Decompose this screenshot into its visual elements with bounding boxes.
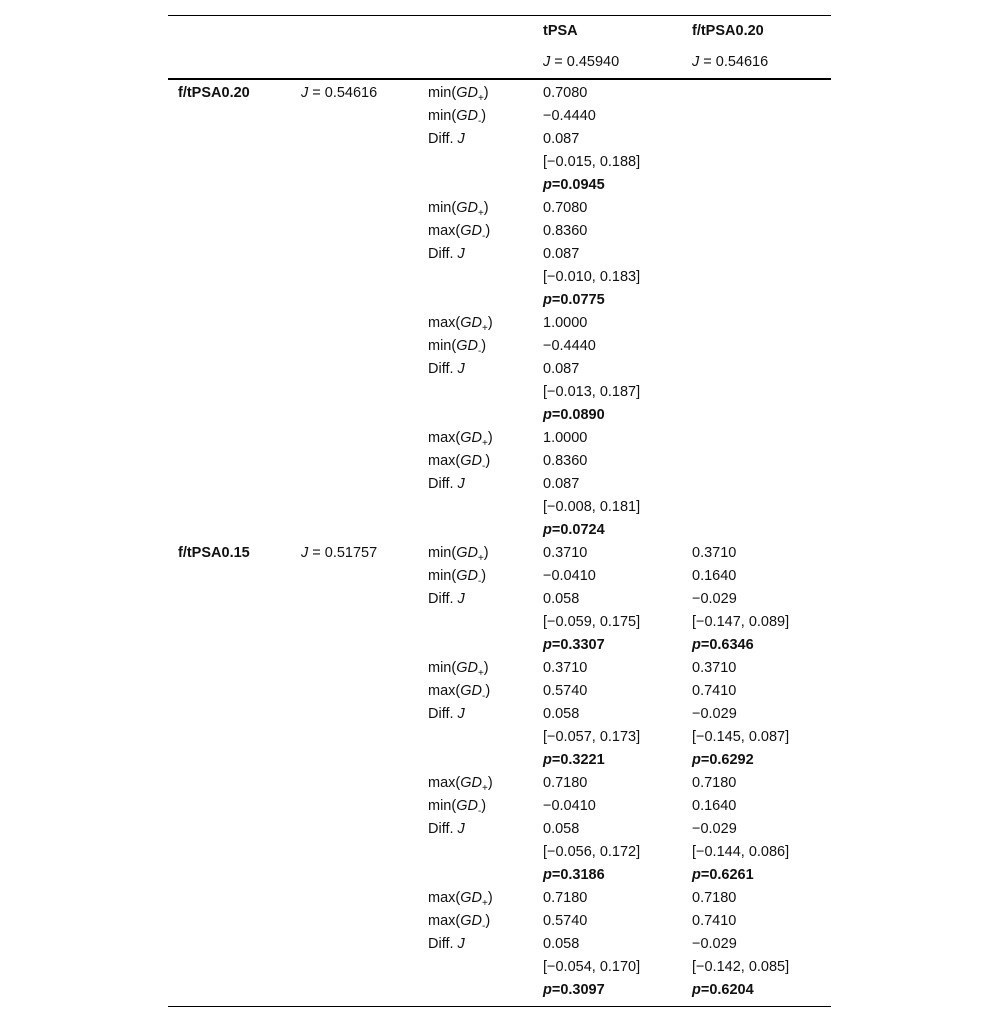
statistic-label [428, 243, 465, 266]
statistic-prefix: max( [428, 315, 461, 331]
table-row [168, 772, 831, 795]
tpsa-value [543, 680, 587, 703]
tpsa-value [543, 588, 579, 611]
ftpsa020-value [692, 772, 736, 795]
table-row [168, 105, 831, 128]
col-header-tpsa: tPSA [543, 23, 578, 39]
value-text: [−0.013, 0.187] [543, 384, 641, 400]
statistic-suffix: ) [483, 545, 489, 561]
ftpsa020-value [692, 910, 736, 933]
tpsa-value [543, 910, 587, 933]
tpsa-value [543, 335, 596, 358]
statistic-prefix: Diff. [428, 361, 458, 377]
p-symbol: p [543, 752, 552, 768]
tpsa-value [543, 841, 640, 864]
value-text: =0.3186 [551, 867, 605, 883]
ftpsa020-value [692, 657, 736, 680]
statistic-prefix: min( [428, 545, 457, 561]
p-value [692, 634, 754, 657]
statistic-label [428, 82, 489, 105]
j-symbol: J [543, 54, 551, 70]
value-text: 1.0000 [543, 315, 588, 331]
table-row [168, 542, 831, 565]
statistic-prefix: min( [428, 568, 457, 584]
ftpsa020-value [692, 703, 737, 726]
statistic-symbol: GD [460, 775, 482, 791]
statistic-symbol: GD [460, 453, 482, 469]
value-text: −0.4440 [543, 108, 596, 124]
table-row [168, 335, 831, 358]
tpsa-value [543, 450, 587, 473]
value-text: 0.7410 [692, 683, 737, 699]
table-row [168, 289, 831, 312]
statistic-label [428, 910, 490, 933]
statistic-label [428, 128, 465, 151]
col-header-ftpsa020-j [692, 47, 768, 78]
ftpsa020-value [692, 841, 789, 864]
value-text: 0.058 [543, 591, 580, 607]
statistic-label [428, 427, 493, 450]
statistic-prefix: min( [428, 798, 457, 814]
statistic-subscript: - [481, 691, 486, 702]
table-row [168, 519, 831, 542]
statistic-suffix: ) [481, 568, 487, 584]
value-text: 0.1640 [692, 568, 737, 584]
statistic-label [428, 818, 465, 841]
table-row [168, 174, 831, 197]
table-row [168, 864, 831, 887]
value-text: [−0.008, 0.181] [543, 499, 641, 515]
tpsa-value [543, 611, 640, 634]
value-text: [−0.054, 0.170] [543, 959, 641, 975]
value-text: 0.7180 [543, 775, 588, 791]
statistic-label [428, 772, 493, 795]
statistic-symbol: GD [456, 85, 478, 101]
table-row [168, 151, 831, 174]
p-value [543, 404, 605, 427]
statistic-prefix: Diff. [428, 246, 458, 262]
tpsa-value [543, 933, 579, 956]
comparison-table [168, 15, 831, 1007]
tpsa-value [543, 542, 587, 565]
statistic-suffix: ) [481, 798, 487, 814]
tpsa-value [543, 220, 587, 243]
table-row [168, 427, 831, 450]
p-value [692, 749, 754, 772]
statistic-subscript: + [477, 668, 484, 679]
table-row [168, 956, 831, 979]
value-text: 0.5740 [543, 913, 588, 929]
table-row [168, 979, 831, 1002]
p-symbol: p [692, 637, 701, 653]
statistic-label [428, 450, 490, 473]
ftpsa020-value [692, 588, 737, 611]
value-text: [−0.057, 0.173] [543, 729, 641, 745]
p-value [543, 289, 605, 312]
tpsa-value [543, 243, 579, 266]
header-row-j [168, 47, 831, 78]
statistic-symbol: GD [456, 545, 478, 561]
value-text: [−0.145, 0.087] [692, 729, 790, 745]
statistic-subscript: + [481, 438, 488, 449]
statistic-label [428, 542, 489, 565]
statistic-symbol: GD [460, 223, 482, 239]
statistic-prefix: Diff. [428, 476, 458, 492]
tpsa-value [543, 151, 640, 174]
statistic-subscript: + [481, 323, 488, 334]
row-group-j [301, 82, 377, 105]
statistic-prefix: min( [428, 338, 457, 354]
ftpsa020-value [692, 565, 736, 588]
statistic-suffix: ) [485, 683, 491, 699]
statistic-prefix: min( [428, 108, 457, 124]
table-row [168, 703, 831, 726]
value-text: =0.3221 [551, 752, 605, 768]
statistic-label [428, 220, 490, 243]
statistic-subscript: + [481, 783, 488, 794]
p-symbol: p [692, 867, 701, 883]
statistic-symbol: J [457, 936, 465, 952]
table-row [168, 358, 831, 381]
statistic-symbol: J [457, 131, 465, 147]
table-row [168, 910, 831, 933]
value-text: 0.058 [543, 936, 580, 952]
value-text: =0.6261 [700, 867, 754, 883]
p-symbol: p [543, 982, 552, 998]
value-text: −0.0410 [543, 568, 596, 584]
table-row [168, 588, 831, 611]
p-value [543, 749, 605, 772]
value-text: 0.087 [543, 476, 580, 492]
p-symbol: p [543, 292, 552, 308]
value-text: 0.3710 [543, 545, 588, 561]
statistic-suffix: ) [483, 85, 489, 101]
statistic-subscript: - [477, 806, 482, 817]
tpsa-value [543, 82, 587, 105]
value-text: 0.8360 [543, 223, 588, 239]
value-text: =0.6204 [700, 982, 754, 998]
statistic-symbol: J [457, 361, 465, 377]
ftpsa020-value [692, 680, 736, 703]
statistic-subscript: - [477, 346, 482, 357]
tpsa-value [543, 496, 640, 519]
statistic-suffix: ) [487, 430, 493, 446]
value-text: [−0.056, 0.172] [543, 844, 641, 860]
col-header-tpsa-j [543, 47, 619, 78]
tpsa-value [543, 266, 640, 289]
value-text: −0.4440 [543, 338, 596, 354]
value-text: [−0.015, 0.188] [543, 154, 641, 170]
p-value [543, 519, 605, 542]
table-row [168, 634, 831, 657]
statistic-label [428, 105, 486, 128]
table-body [168, 80, 831, 1006]
value-text: =0.0945 [551, 177, 605, 193]
statistic-prefix: max( [428, 683, 461, 699]
statistic-subscript: - [481, 461, 486, 472]
statistic-subscript: - [477, 116, 482, 127]
statistic-label [428, 335, 486, 358]
p-value [543, 864, 605, 887]
statistic-symbol: J [457, 591, 465, 607]
statistic-subscript: + [477, 208, 484, 219]
tpsa-value [543, 565, 596, 588]
table-row [168, 841, 831, 864]
p-value [543, 979, 605, 1002]
value-text: 0.058 [543, 821, 580, 837]
j-value: = 0.45940 [550, 54, 620, 70]
row-group-label: f/tPSA0.20 [178, 85, 250, 101]
p-symbol: p [543, 177, 552, 193]
statistic-symbol: GD [460, 430, 482, 446]
table-row [168, 381, 831, 404]
table-row [168, 220, 831, 243]
tpsa-value [543, 473, 579, 496]
col-header-ftpsa020: f/tPSA0.20 [692, 23, 764, 39]
statistic-label [428, 703, 465, 726]
value-text: −0.029 [692, 706, 737, 722]
statistic-subscript: + [477, 93, 484, 104]
value-text: 0.7180 [692, 775, 737, 791]
table-header [168, 16, 831, 80]
statistic-symbol: GD [456, 108, 478, 124]
statistic-prefix: max( [428, 913, 461, 929]
tpsa-value [543, 887, 587, 910]
value-text: 0.7080 [543, 85, 588, 101]
value-text: 0.087 [543, 361, 580, 377]
statistic-suffix: ) [487, 890, 493, 906]
statistic-prefix: max( [428, 775, 461, 791]
ftpsa020-value [692, 887, 736, 910]
statistic-subscript: - [481, 921, 486, 932]
p-value [543, 174, 605, 197]
p-symbol: p [543, 867, 552, 883]
tpsa-value [543, 105, 596, 128]
table-row [168, 887, 831, 910]
statistic-subscript: - [477, 576, 482, 587]
statistic-prefix: Diff. [428, 706, 458, 722]
statistic-label [428, 887, 493, 910]
ftpsa020-value [692, 542, 736, 565]
value-text: 0.5740 [543, 683, 588, 699]
statistic-suffix: ) [481, 338, 487, 354]
p-symbol: p [692, 752, 701, 768]
value-text: 1.0000 [543, 430, 588, 446]
tpsa-value [543, 312, 587, 335]
value-text: 0.087 [543, 131, 580, 147]
statistic-prefix: Diff. [428, 131, 458, 147]
value-text: =0.6292 [700, 752, 754, 768]
value-text: =0.0775 [551, 292, 605, 308]
value-text: 0.087 [543, 246, 580, 262]
ftpsa020-value [692, 933, 737, 956]
tpsa-value [543, 818, 579, 841]
statistic-symbol: GD [456, 200, 478, 216]
ftpsa020-value [692, 818, 737, 841]
statistic-label [428, 588, 465, 611]
statistic-symbol: GD [460, 683, 482, 699]
tpsa-value [543, 427, 587, 450]
statistic-symbol: GD [460, 890, 482, 906]
value-text: =0.6346 [700, 637, 754, 653]
table-row [168, 266, 831, 289]
table-row [168, 312, 831, 335]
statistic-suffix: ) [483, 200, 489, 216]
statistic-prefix: min( [428, 660, 457, 676]
statistic-label [428, 657, 489, 680]
value-text: 0.7180 [692, 890, 737, 906]
j-value: = 0.54616 [699, 54, 769, 70]
tpsa-value [543, 703, 579, 726]
value-text: 0.8360 [543, 453, 588, 469]
value-text: [−0.147, 0.089] [692, 614, 790, 630]
tpsa-value [543, 381, 640, 404]
value-text: [−0.144, 0.086] [692, 844, 790, 860]
table-row [168, 128, 831, 151]
p-value [543, 634, 605, 657]
tpsa-value [543, 197, 587, 220]
table-row [168, 818, 831, 841]
value-text: =0.3307 [551, 637, 605, 653]
value-text: =0.0724 [551, 522, 605, 538]
ftpsa020-value [692, 795, 736, 818]
statistic-prefix: Diff. [428, 936, 458, 952]
table-row [168, 680, 831, 703]
statistic-suffix: ) [485, 913, 491, 929]
j-value: = 0.51757 [308, 545, 378, 561]
table-row [168, 82, 831, 105]
value-text: 0.3710 [543, 660, 588, 676]
statistic-symbol: J [457, 821, 465, 837]
statistic-subscript: + [477, 553, 484, 564]
p-symbol: p [543, 637, 552, 653]
statistic-label [428, 312, 493, 335]
statistic-label [428, 933, 465, 956]
row-group-j [301, 542, 377, 565]
value-text: 0.1640 [692, 798, 737, 814]
statistic-label [428, 473, 465, 496]
statistic-suffix: ) [481, 108, 487, 124]
statistic-label [428, 795, 486, 818]
statistic-suffix: ) [487, 315, 493, 331]
p-symbol: p [543, 522, 552, 538]
statistic-symbol: GD [456, 660, 478, 676]
tpsa-value [543, 726, 640, 749]
table-row [168, 496, 831, 519]
ftpsa020-value [692, 611, 789, 634]
statistic-prefix: Diff. [428, 821, 458, 837]
statistic-label [428, 358, 465, 381]
tpsa-value [543, 358, 579, 381]
table-row [168, 450, 831, 473]
statistic-label [428, 680, 490, 703]
statistic-label [428, 197, 489, 220]
value-text: =0.0890 [551, 407, 605, 423]
value-text: 0.7080 [543, 200, 588, 216]
statistic-prefix: min( [428, 85, 457, 101]
p-value [692, 979, 754, 1002]
value-text: [−0.142, 0.085] [692, 959, 790, 975]
statistic-symbol: GD [456, 568, 478, 584]
value-text: −0.029 [692, 936, 737, 952]
value-text: 0.3710 [692, 660, 737, 676]
j-symbol: J [301, 545, 309, 561]
statistic-subscript: - [481, 231, 486, 242]
j-symbol: J [692, 54, 700, 70]
table-row [168, 197, 831, 220]
table-row [168, 611, 831, 634]
statistic-suffix: ) [487, 775, 493, 791]
tpsa-value [543, 128, 579, 151]
ftpsa020-value [692, 956, 789, 979]
table-row [168, 933, 831, 956]
p-value [692, 864, 754, 887]
statistic-symbol: J [457, 706, 465, 722]
tpsa-value [543, 795, 596, 818]
tpsa-value [543, 772, 587, 795]
statistic-suffix: ) [485, 453, 491, 469]
table-row [168, 243, 831, 266]
statistic-prefix: max( [428, 223, 461, 239]
tpsa-value [543, 956, 640, 979]
value-text: −0.029 [692, 591, 737, 607]
statistic-symbol: GD [456, 338, 478, 354]
table-row [168, 657, 831, 680]
table-row [168, 565, 831, 588]
statistic-symbol: GD [460, 913, 482, 929]
statistic-subscript: + [481, 898, 488, 909]
p-symbol: p [692, 982, 701, 998]
statistic-prefix: min( [428, 200, 457, 216]
statistic-label [428, 565, 486, 588]
ftpsa020-value [692, 726, 789, 749]
j-value: = 0.54616 [308, 85, 378, 101]
table-row [168, 404, 831, 427]
j-symbol: J [301, 85, 309, 101]
table-row [168, 749, 831, 772]
statistic-symbol: GD [460, 315, 482, 331]
statistic-symbol: J [457, 476, 465, 492]
value-text: −0.029 [692, 821, 737, 837]
value-text: 0.058 [543, 706, 580, 722]
value-text: 0.7180 [543, 890, 588, 906]
value-text: 0.7410 [692, 913, 737, 929]
header-row-titles [168, 16, 831, 47]
value-text: −0.0410 [543, 798, 596, 814]
statistic-prefix: max( [428, 890, 461, 906]
row-group-label: f/tPSA0.15 [178, 545, 250, 561]
statistic-symbol: GD [456, 798, 478, 814]
value-text: =0.3097 [551, 982, 605, 998]
statistic-prefix: Diff. [428, 591, 458, 607]
statistic-prefix: max( [428, 430, 461, 446]
statistic-prefix: max( [428, 453, 461, 469]
statistic-symbol: J [457, 246, 465, 262]
p-symbol: p [543, 407, 552, 423]
statistic-suffix: ) [485, 223, 491, 239]
value-text: [−0.010, 0.183] [543, 269, 641, 285]
table-row [168, 473, 831, 496]
statistic-suffix: ) [483, 660, 489, 676]
value-text: 0.3710 [692, 545, 737, 561]
tpsa-value [543, 657, 587, 680]
table-row [168, 726, 831, 749]
table-row [168, 795, 831, 818]
value-text: [−0.059, 0.175] [543, 614, 641, 630]
